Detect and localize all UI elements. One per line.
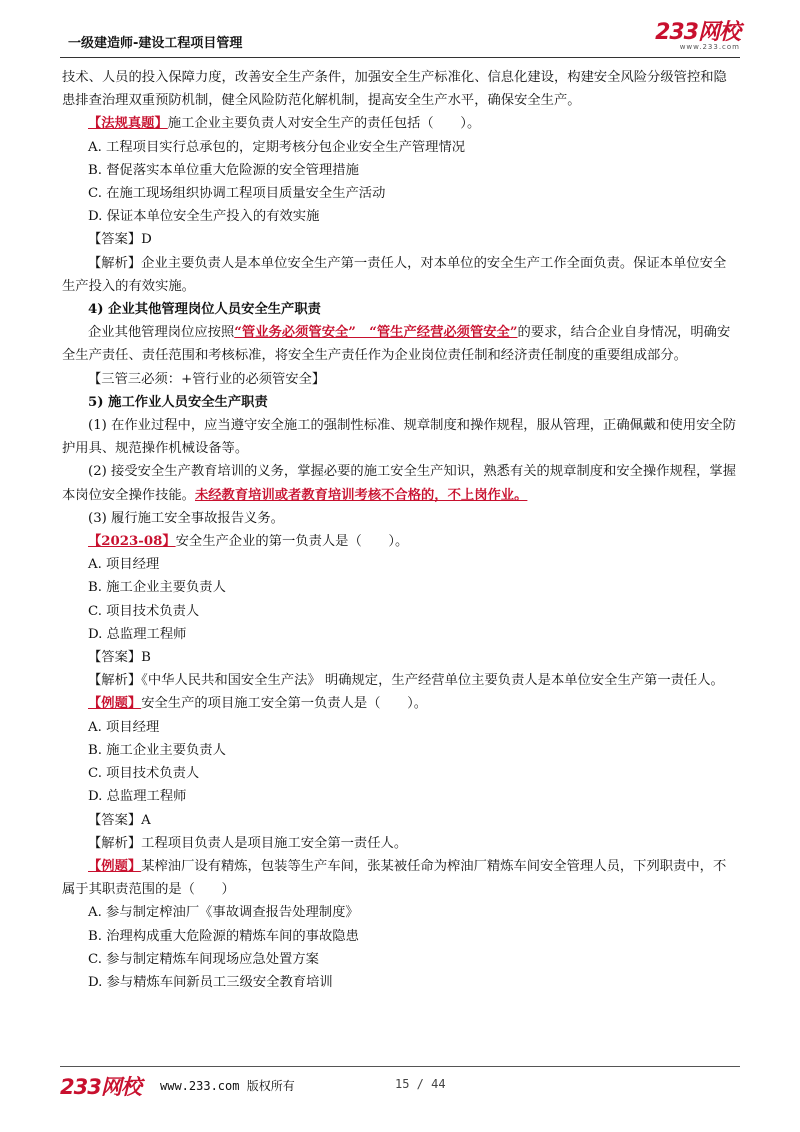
list-item: (3) 履行施工安全事故报告义务。 (88, 510, 284, 526)
option: B. 施工企业主要负责人 (88, 742, 226, 758)
option: B. 治理构成重大危险源的精炼车间的事故隐患 (88, 928, 359, 944)
logo-url: www.233.com (679, 43, 740, 51)
analysis: 【解析】企业主要负责人是本单位安全生产第一责任人，对本单位的安全生产工作全面负责。保证本单位安全生产投入的有效实施。 (62, 255, 727, 294)
section-paragraph: 企业其他管理岗位应按照“管业务必须管安全” “管生产经营必须管安全”的要求，结合企业自身情况，明确安全生产责任、责任范围和考核标准，将安全生产责任作为企业岗位责任制和经济责任制度的重要组成部分。 (62, 325, 731, 364)
logo-text: 233网校 (655, 20, 740, 45)
page-number: 15 / 44 (395, 1077, 446, 1091)
option: B. 督促落实本单位重大危险源的安全管理措施 (88, 162, 359, 178)
question-4-stem: 【例题】某榨油厂设有精炼，包装等生产车间，张某被任命为榨油厂精炼车间安全管理人员，下列职责中，不属于其职责范围的是（ ） (62, 858, 727, 898)
question-2-stem: 【2023-08】安全生产企业的第一负责人是（ ）。 (88, 534, 409, 550)
question-1-stem: 【法规真题】施工企业主要负责人对安全生产的责任包括（ ）。 (88, 116, 481, 132)
header-divider (60, 57, 740, 58)
question-tag: 【2023-08】 (88, 534, 176, 550)
option: C. 在施工现场组织协调工程项目质量安全生产活动 (88, 186, 386, 202)
memory-note: 【三管三必须：+管行业的必须管安全】 (88, 371, 326, 387)
option: A. 工程项目实行总承包的，定期考核分包企业安全生产管理情况 (88, 139, 466, 155)
question-3-stem: 【例题】安全生产的项目施工安全第一负责人是（ ）。 (88, 696, 428, 712)
question-tag: 【法规真题】 (88, 116, 168, 132)
analysis: 【解析】《中华人民共和国安全生产法》 明确规定，生产经营单位主要负责人是本单位安全生产第一责任人。 (88, 673, 724, 689)
list-item: (2) 接受安全生产教育培训的义务，掌握必要的施工安全生产知识，熟悉有关的规章制度和安全操作规程，掌握本岗位安全操作技能。未经教育培训或者教育培训考核不合格的，不上岗作业。 (62, 464, 737, 503)
option: A. 参与制定榨油厂《事故调查报告处理制度》 (88, 905, 359, 921)
page-header (60, 22, 740, 56)
option: A. 项目经理 (88, 557, 160, 573)
option: D. 参与精炼车间新员工三级安全教育培训 (88, 974, 333, 990)
option: A. 项目经理 (88, 719, 160, 735)
answer: 【答案】D (88, 232, 152, 248)
footer-divider (60, 1066, 740, 1067)
question-tag: 【例题】 (88, 696, 142, 712)
brand-logo (655, 22, 740, 51)
analysis: 【解析】工程项目负责人是项目施工安全第一责任人。 (88, 835, 408, 851)
highlight-text: 未经教育培训或者教育培训考核不合格的，不上岗作业。 (194, 487, 528, 503)
option: C. 项目技术负责人 (88, 766, 200, 782)
answer: 【答案】B (88, 650, 151, 666)
page-content (62, 66, 738, 994)
footer-logo: 233网校 (60, 1075, 141, 1099)
section-heading: 4) 企业其他管理岗位人员安全生产职责 (88, 302, 321, 318)
highlight-text: “管业务必须管安全” “管生产经营必须管安全” (234, 325, 518, 341)
question-tag: 【例题】 (88, 858, 142, 874)
page-footer (60, 1069, 740, 1099)
option: C. 参与制定精炼车间现场应急处置方案 (88, 951, 319, 967)
copyright-text: www.233.com 版权所有 (160, 1079, 295, 1093)
option: C. 项目技术负责人 (88, 603, 200, 619)
list-item: (1) 在作业过程中，应当遵守安全施工的强制性标准、规章制度和操作规程，服从管理，正确佩戴和使用安全防护用具、规范操作机械设备等。 (62, 418, 737, 457)
paragraph-continuation: 技术、人员的投入保障力度，改善安全生产条件，加强安全生产标准化、信息化建设，构建安全风险分级管控和隐患排查治理双重预防机制，健全风险防范化解机制，提高安全生产水平，确保安全生产。 (62, 70, 727, 109)
section-heading: 5) 施工作业人员安全生产职责 (88, 394, 268, 410)
option: B. 施工企业主要负责人 (88, 580, 226, 596)
option: D. 保证本单位安全生产投入的有效实施 (88, 209, 320, 225)
document-title: 一级建造师-建设工程项目管理 (68, 36, 243, 51)
answer: 【答案】A (88, 812, 151, 828)
option: D. 总监理工程师 (88, 789, 187, 805)
option: D. 总监理工程师 (88, 626, 187, 642)
